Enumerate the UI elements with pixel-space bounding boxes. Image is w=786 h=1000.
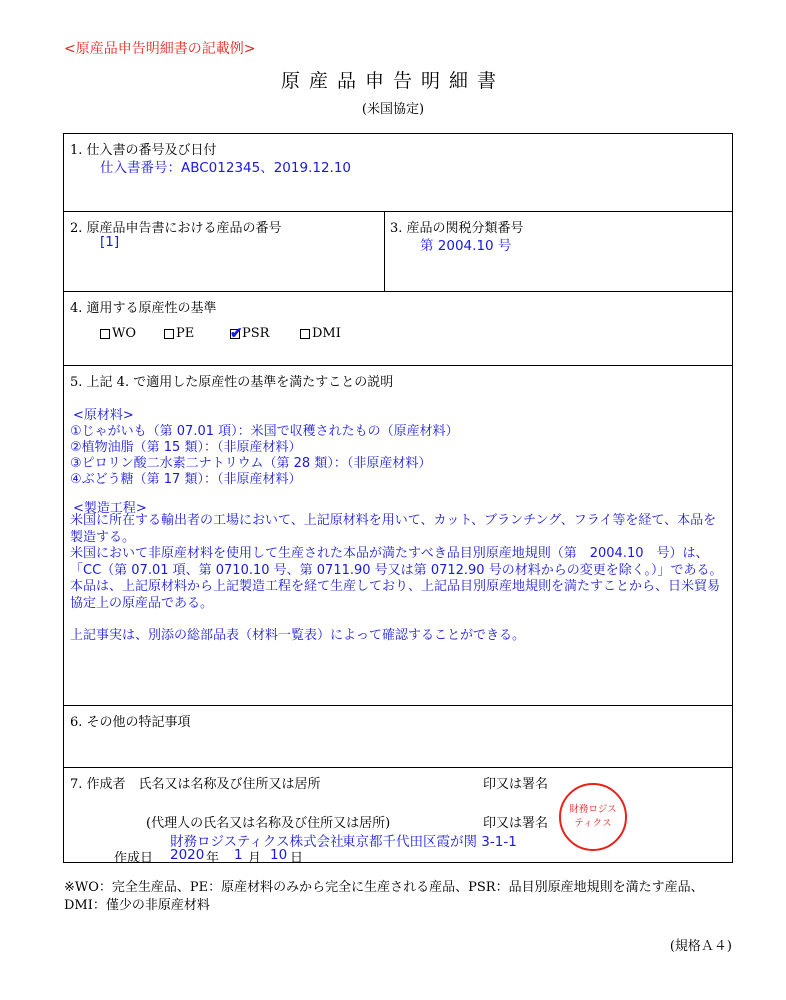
stamp-text-line: 財務ロジス bbox=[569, 804, 617, 815]
section-6-label: 6. その他の特記事項 bbox=[70, 715, 191, 730]
date-month-value[interactable]: 1 bbox=[234, 847, 243, 863]
material-item: ②植物油脂（第 15 類）：（非原産材料） bbox=[70, 440, 302, 455]
checkbox-dmi-label: DMI bbox=[312, 326, 341, 341]
product-number-value[interactable]: [1] bbox=[100, 234, 120, 250]
company-seal-stamp bbox=[559, 783, 627, 851]
process-heading: <製造工程> bbox=[73, 501, 147, 516]
invoice-number-value[interactable]: 仕入書番号：ABC012345、2019.12.10 bbox=[100, 160, 352, 176]
checkbox-psr[interactable] bbox=[230, 323, 270, 342]
checkbox-wo[interactable] bbox=[100, 326, 136, 341]
form-table bbox=[63, 133, 733, 866]
materials-heading: <原材料> bbox=[73, 408, 134, 423]
example-note: <原産品申告明細書の記載例> bbox=[64, 41, 256, 57]
material-item: ③ピロリン酸二水素二ナトリウム（第 28 類）：（非原産材料） bbox=[70, 456, 432, 471]
agent-name-value[interactable]: 財務ロジスティクス株式会社 bbox=[170, 834, 344, 850]
material-item: ④ぶどう糖（第 17 類）：（非原産材料） bbox=[70, 472, 302, 487]
section-3-label: 3. 産品の関税分類番号 bbox=[390, 221, 524, 236]
date-month-unit: 月 bbox=[248, 851, 262, 866]
tariff-number-value[interactable]: 第 2004.10 号 bbox=[420, 238, 512, 254]
agent-seal-label: 印又は署名 bbox=[483, 816, 549, 831]
footnote: ※WO：完全生産品、PE：原産材料のみから完全に生産される産品、PSR：品目別原産地規則を満たす産品、DMI：僅少の非原産材料 bbox=[64, 880, 704, 913]
section-2-3 bbox=[64, 212, 732, 292]
date-label: 作成日 bbox=[114, 851, 154, 866]
page-subtitle: (米国協定) bbox=[361, 102, 425, 117]
column-divider bbox=[384, 212, 385, 291]
section-1 bbox=[64, 134, 732, 212]
section-4-label: 4. 適用する原産性の基準 bbox=[70, 301, 217, 316]
checkbox-wo-label: WO bbox=[112, 326, 137, 341]
section-5-label: 5. 上記 4. で適用した原産性の基準を満たすことの説明 bbox=[70, 375, 394, 390]
date-year-unit: 年 bbox=[206, 851, 220, 866]
section-7 bbox=[64, 768, 732, 864]
section-6 bbox=[64, 706, 732, 768]
date-year-value[interactable]: 2020 bbox=[170, 847, 205, 863]
checkbox-box bbox=[100, 329, 110, 339]
section-7-label: 7. 作成者 氏名又は名称及び住所又は居所 bbox=[70, 777, 321, 792]
seal-label: 印又は署名 bbox=[483, 777, 549, 792]
checkbox-pe-label: PE bbox=[176, 326, 195, 341]
agent-address-value[interactable]: 東京都千代田区霞が関 3-1-1 bbox=[342, 834, 517, 850]
check-mark-icon: ✔ bbox=[230, 323, 243, 342]
checkbox-box bbox=[300, 329, 310, 339]
rule-explanation: 米国において非原産材料を使用して生産された本品が満たすべき品目別原産地規則（第 2004.10 号）は、「CC（第 07.01 項、第 0710.10 号、第 0711.90 号又は第 0712.90 号の材料からの変更を除く。）」である。本品は、上記原材料から上記製造工程を経て生産しており、上記品目別原産地規則を満たすことから、日米貿易協定上の原産品である。 bbox=[70, 546, 723, 611]
date-day-unit: 日 bbox=[290, 851, 304, 866]
material-item: ①じゃがいも（第 07.01 項）：米国で収穫されたもの（原産材料） bbox=[70, 424, 459, 439]
section-2-label: 2. 原産品申告書における産品の番号 bbox=[70, 221, 282, 236]
process-text: 米国に所在する輸出者の工場において、上記原材料を用いて、カット、ブランチング、フライ等を経て、本品を製造する。 bbox=[70, 513, 717, 545]
section-4 bbox=[64, 292, 732, 366]
confirmation-text: 上記事実は、別添の総部品表（材料一覧表）によって確認することができる。 bbox=[70, 628, 526, 643]
checkbox-dmi[interactable] bbox=[300, 326, 341, 341]
agent-label: (代理人の氏名又は名称及び住所又は居所) bbox=[146, 816, 391, 831]
checkbox-box bbox=[230, 323, 243, 342]
page-title: 原産品申告明細書 bbox=[280, 70, 505, 92]
date-day-value[interactable]: 10 bbox=[270, 847, 288, 863]
stamp-text-line: ティクス bbox=[574, 818, 612, 829]
checkbox-pe[interactable] bbox=[164, 326, 194, 341]
checkbox-box bbox=[164, 329, 174, 339]
paper-size-note: (規格Ａ４) bbox=[669, 939, 732, 954]
checkbox-psr-label: PSR bbox=[242, 326, 270, 341]
section-1-label: 1. 仕入書の番号及び日付 bbox=[70, 143, 217, 158]
section-5 bbox=[64, 366, 732, 706]
